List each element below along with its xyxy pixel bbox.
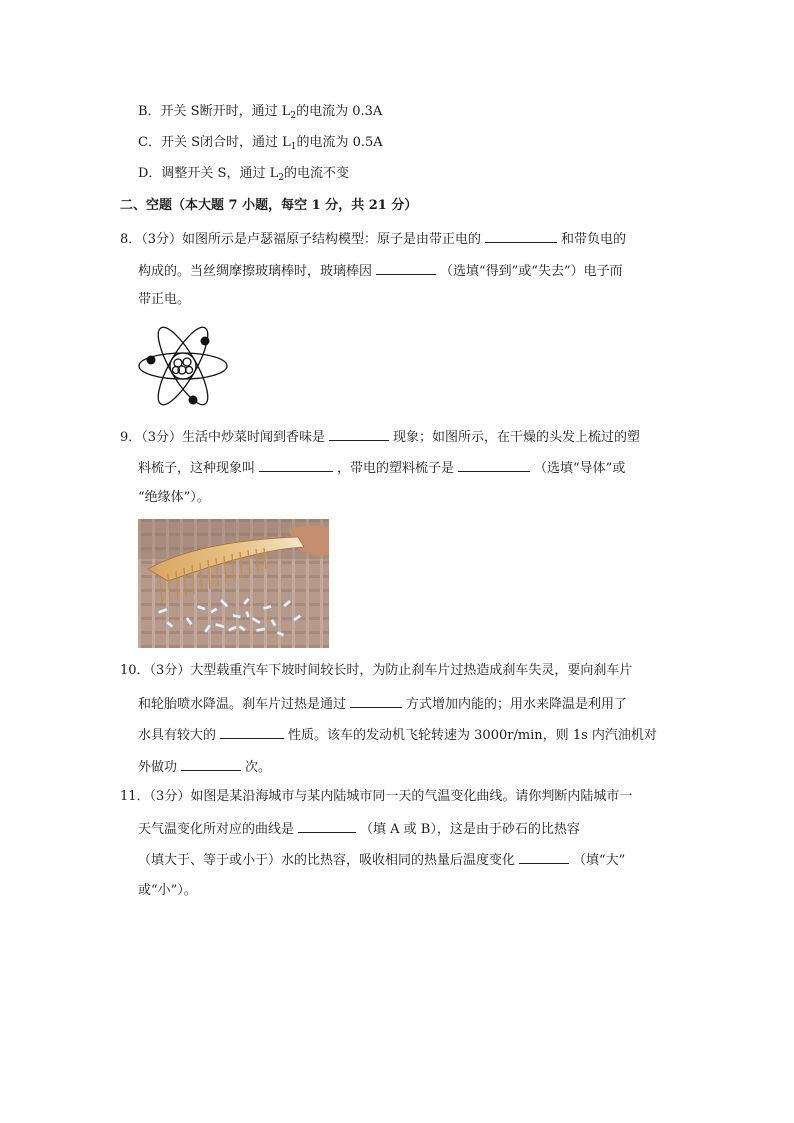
comb-paper-photo (138, 519, 329, 648)
q9-line-3: “绝缘体”）。 (138, 490, 210, 505)
atom-model-figure (136, 316, 230, 414)
option-d-sub: 2 (278, 173, 284, 183)
q9-line-1 (120, 428, 640, 446)
option-b-prefix: B．开关 S断开时，通过 L (138, 104, 291, 119)
q11-line-4: 或“小”）。 (138, 883, 197, 898)
q11-blank-2[interactable] (519, 851, 569, 864)
option-c-suffix: 的电流为 0.5A (296, 135, 383, 150)
option-b (138, 104, 382, 120)
option-d-prefix: D．调整开关 S，通过 L (138, 166, 279, 181)
q11-line-2 (138, 820, 580, 838)
electron (147, 356, 156, 365)
q9-text-1a: 9．（3分）生活中炒菜时闻到香味是 (120, 430, 326, 445)
q8-line-1 (120, 230, 626, 248)
q10-text-3a: 水具有较大的 (138, 728, 217, 743)
q10-blank-1[interactable] (350, 695, 402, 708)
q9-text-2b: ，带电的塑料梳子是 (337, 461, 455, 476)
q11-text-2a: 天气温变化所对应的曲线是 (138, 822, 295, 837)
q9-text-2a: 料梳子，这种现象叫 (138, 461, 256, 476)
q9-text-2c: （选填“导体”或 (534, 461, 626, 476)
nucleon (183, 358, 191, 366)
q10-text-2a: 和轮胎喷水降温。刹车片过热是通过 (138, 697, 347, 712)
q8-text-1b: 和带负电的 (561, 232, 627, 247)
option-b-suffix: 的电流为 0.3A (296, 104, 383, 119)
q11-text-3b: （填“大” (573, 853, 626, 868)
option-c-prefix: C．开关 S闭合时，通过 L (138, 135, 291, 150)
option-c-sub: 1 (290, 142, 297, 152)
q11-text-2b: （填 A 或 B），这是由于砂石的比热容 (360, 822, 580, 837)
q10-blank-2[interactable] (220, 726, 284, 739)
q10-text-3b: 性质。该车的发动机飞轮转速为 3000r/min，则 1s 内汽油机对 (288, 728, 657, 743)
q10-text-4b: 次。 (245, 760, 272, 775)
q10-line-4 (138, 758, 271, 776)
q10-text-2b: 方式增加内能的；用水来降温是利用了 (406, 697, 628, 712)
q9-blank-3[interactable] (458, 459, 530, 472)
q9-blank-2[interactable] (259, 459, 333, 472)
q10-text-4a: 外做功 (138, 760, 178, 775)
q11-line-3 (138, 851, 625, 869)
section-title: 二、空题（本大题 7 小题，每空 1 分，共 21 分） (120, 198, 418, 213)
q8-text-1a: 8．（3分）如图所示是卢瑟福原子结构模型：原子是由带正电的 (120, 232, 482, 247)
option-b-sub: 2 (290, 111, 297, 121)
electron (201, 337, 210, 346)
q11-blank-1[interactable] (298, 820, 356, 833)
q11-text-3a: （填大于、等于或小于）水的比热容，吸收相同的热量后温度变化 (138, 853, 516, 868)
q10-blank-3[interactable] (181, 758, 241, 771)
q11-line-1: 11．（3分）如图是某沿海城市与某内陆城市同一天的气温变化曲线。请你判断内陆城市一 (120, 789, 633, 804)
option-d (138, 166, 349, 182)
q8-blank-1[interactable] (485, 230, 557, 243)
q9-blank-1[interactable] (329, 428, 389, 441)
electron (189, 396, 198, 405)
option-c (138, 135, 383, 151)
option-d-suffix: 的电流不变 (283, 166, 349, 181)
q9-text-1b: 现象；如图所示，在干燥的头发上梳过的塑 (393, 430, 641, 445)
q8-text-2b: （选填“得到”或“失去”）电子而 (440, 264, 623, 279)
q8-text-2a: 构成的。当丝绸摩擦玻璃棒时，玻璃棒因 (138, 264, 373, 279)
q10-line-3 (138, 726, 657, 744)
q10-line-1: 10．（3分）大型载重汽车下坡时间较长时，为防止刹车片过热造成刹车失灵，要向刹车片 (120, 663, 633, 678)
q8-line-2 (138, 262, 623, 280)
q8-blank-2[interactable] (376, 262, 436, 275)
q10-line-2 (138, 695, 627, 713)
q9-line-2 (138, 459, 625, 477)
q8-line-3: 带正电。 (138, 292, 191, 307)
